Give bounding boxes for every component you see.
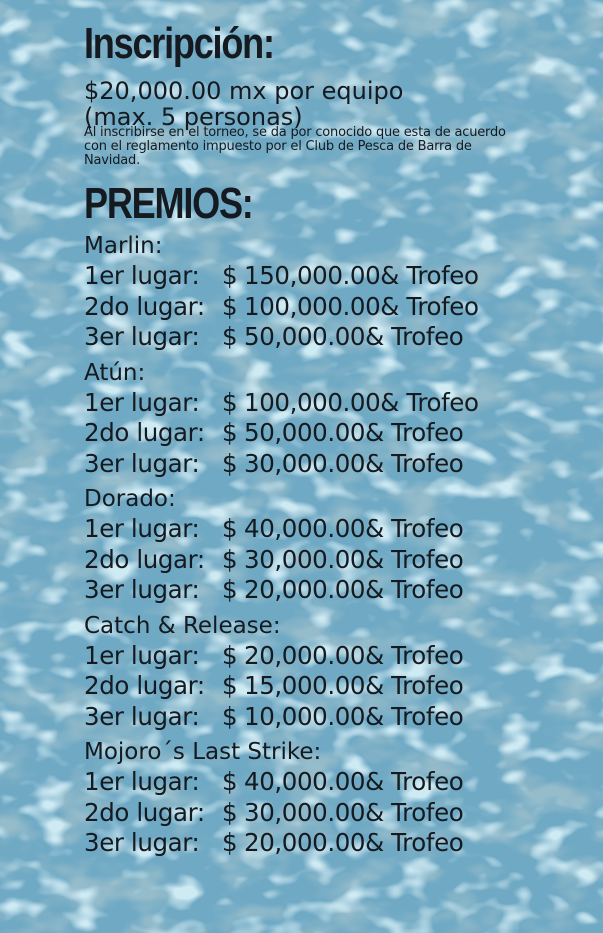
prize-place: 3er lugar: <box>84 575 200 604</box>
prize-amount: 150,000.00 <box>244 261 381 290</box>
prize-amount: 20,000.00 <box>244 575 366 604</box>
prize-place: 3er lugar: <box>84 828 200 857</box>
prize-categories <box>84 232 594 859</box>
prize-currency: $ <box>222 828 238 857</box>
prize-currency: $ <box>222 448 238 478</box>
prize-amount: 100,000.00 <box>244 387 381 417</box>
prize-award: & Trofeo <box>365 640 464 670</box>
prize-currency: $ <box>222 767 238 796</box>
prize-currency: $ <box>222 322 238 351</box>
prize-amount: 30,000.00 <box>244 448 366 478</box>
prize-row <box>84 261 594 292</box>
prize-row <box>84 449 594 480</box>
prize-amount: 20,000.00 <box>244 828 366 857</box>
prize-place: 1er lugar: <box>84 514 200 543</box>
prize-category <box>84 612 594 733</box>
prize-row <box>84 798 594 829</box>
prize-award: & Trofeo <box>365 322 464 351</box>
flyer-content <box>84 19 594 859</box>
prize-category <box>84 359 594 480</box>
prize-place: 2do lugar: <box>84 671 205 700</box>
prize-place: 2do lugar: <box>84 797 205 827</box>
prize-currency: $ <box>222 387 238 417</box>
prize-award: & Trofeo <box>365 797 464 827</box>
prize-award: & Trofeo <box>365 418 464 447</box>
registration-note: Al inscribirse en el torneo, se da por conocido que esta de acuerdo con el reglamento impuesto por el Club de Pesca de Barra de Navidad. <box>84 125 506 168</box>
prize-award: & Trofeo <box>365 767 464 796</box>
prize-amount: 50,000.00 <box>244 322 366 351</box>
prize-row <box>84 671 594 702</box>
prize-row <box>84 292 594 323</box>
prize-row <box>84 767 594 798</box>
prize-amount: 40,000.00 <box>244 767 366 796</box>
category-title: Catch & Release: <box>84 612 281 639</box>
prize-currency: $ <box>222 701 238 731</box>
prize-award: & Trofeo <box>380 387 479 417</box>
prize-amount: 30,000.00 <box>244 544 366 574</box>
prize-currency: $ <box>222 640 238 670</box>
prize-place: 2do lugar: <box>84 291 205 321</box>
prize-amount: 30,000.00 <box>244 797 366 827</box>
prize-row <box>84 545 594 576</box>
prize-place: 1er lugar: <box>84 261 200 290</box>
prize-category <box>84 232 594 353</box>
prize-award: & Trofeo <box>365 575 464 604</box>
prize-award: & Trofeo <box>365 514 464 543</box>
prize-award: & Trofeo <box>365 828 464 857</box>
team-size-limit: (max. 5 personas) <box>84 103 303 131</box>
prize-row <box>84 418 594 449</box>
prize-category <box>84 738 594 859</box>
prize-currency: $ <box>222 575 238 604</box>
prize-award: & Trofeo <box>365 701 464 731</box>
category-title: Atún: <box>84 359 146 386</box>
prize-place: 3er lugar: <box>84 701 200 731</box>
prize-currency: $ <box>222 261 238 290</box>
prize-award: & Trofeo <box>380 291 479 321</box>
prize-row <box>84 641 594 672</box>
prize-amount: 40,000.00 <box>244 514 366 543</box>
prize-award: & Trofeo <box>365 448 464 478</box>
prize-currency: $ <box>222 514 238 543</box>
category-title: Mojoro´s Last Strike: <box>84 739 322 765</box>
prize-amount: 100,000.00 <box>244 291 381 321</box>
prize-currency: $ <box>222 671 238 700</box>
prize-row <box>84 702 594 733</box>
prize-row <box>84 575 594 606</box>
inscripcion-title: Inscripción: <box>84 19 274 68</box>
prize-amount: 50,000.00 <box>244 418 366 447</box>
category-title: Dorado: <box>84 486 176 512</box>
prize-currency: $ <box>222 544 238 574</box>
prize-award: & Trofeo <box>365 544 464 574</box>
prize-row <box>84 828 594 859</box>
prize-place: 1er lugar: <box>84 767 200 796</box>
prize-amount: 15,000.00 <box>244 671 366 700</box>
prize-place: 2do lugar: <box>84 418 205 447</box>
prize-place: 1er lugar: <box>84 640 200 670</box>
prize-row <box>84 388 594 419</box>
category-title: Marlin: <box>84 233 163 259</box>
prize-row <box>84 514 594 545</box>
prize-currency: $ <box>222 418 238 447</box>
prize-place: 2do lugar: <box>84 544 205 574</box>
prize-currency: $ <box>222 291 238 321</box>
entry-fee: $20,000.00 mx por equipo <box>84 77 404 105</box>
prize-row <box>84 322 594 353</box>
prize-award: & Trofeo <box>380 261 479 290</box>
prize-amount: 20,000.00 <box>244 640 366 670</box>
prize-place: 3er lugar: <box>84 322 200 351</box>
prize-place: 1er lugar: <box>84 387 200 417</box>
prize-amount: 10,000.00 <box>244 701 366 731</box>
prize-currency: $ <box>222 797 238 827</box>
prize-place: 3er lugar: <box>84 448 200 478</box>
prize-category <box>84 485 594 606</box>
prize-award: & Trofeo <box>365 671 464 700</box>
premios-title: PREMIOS: <box>84 179 253 228</box>
